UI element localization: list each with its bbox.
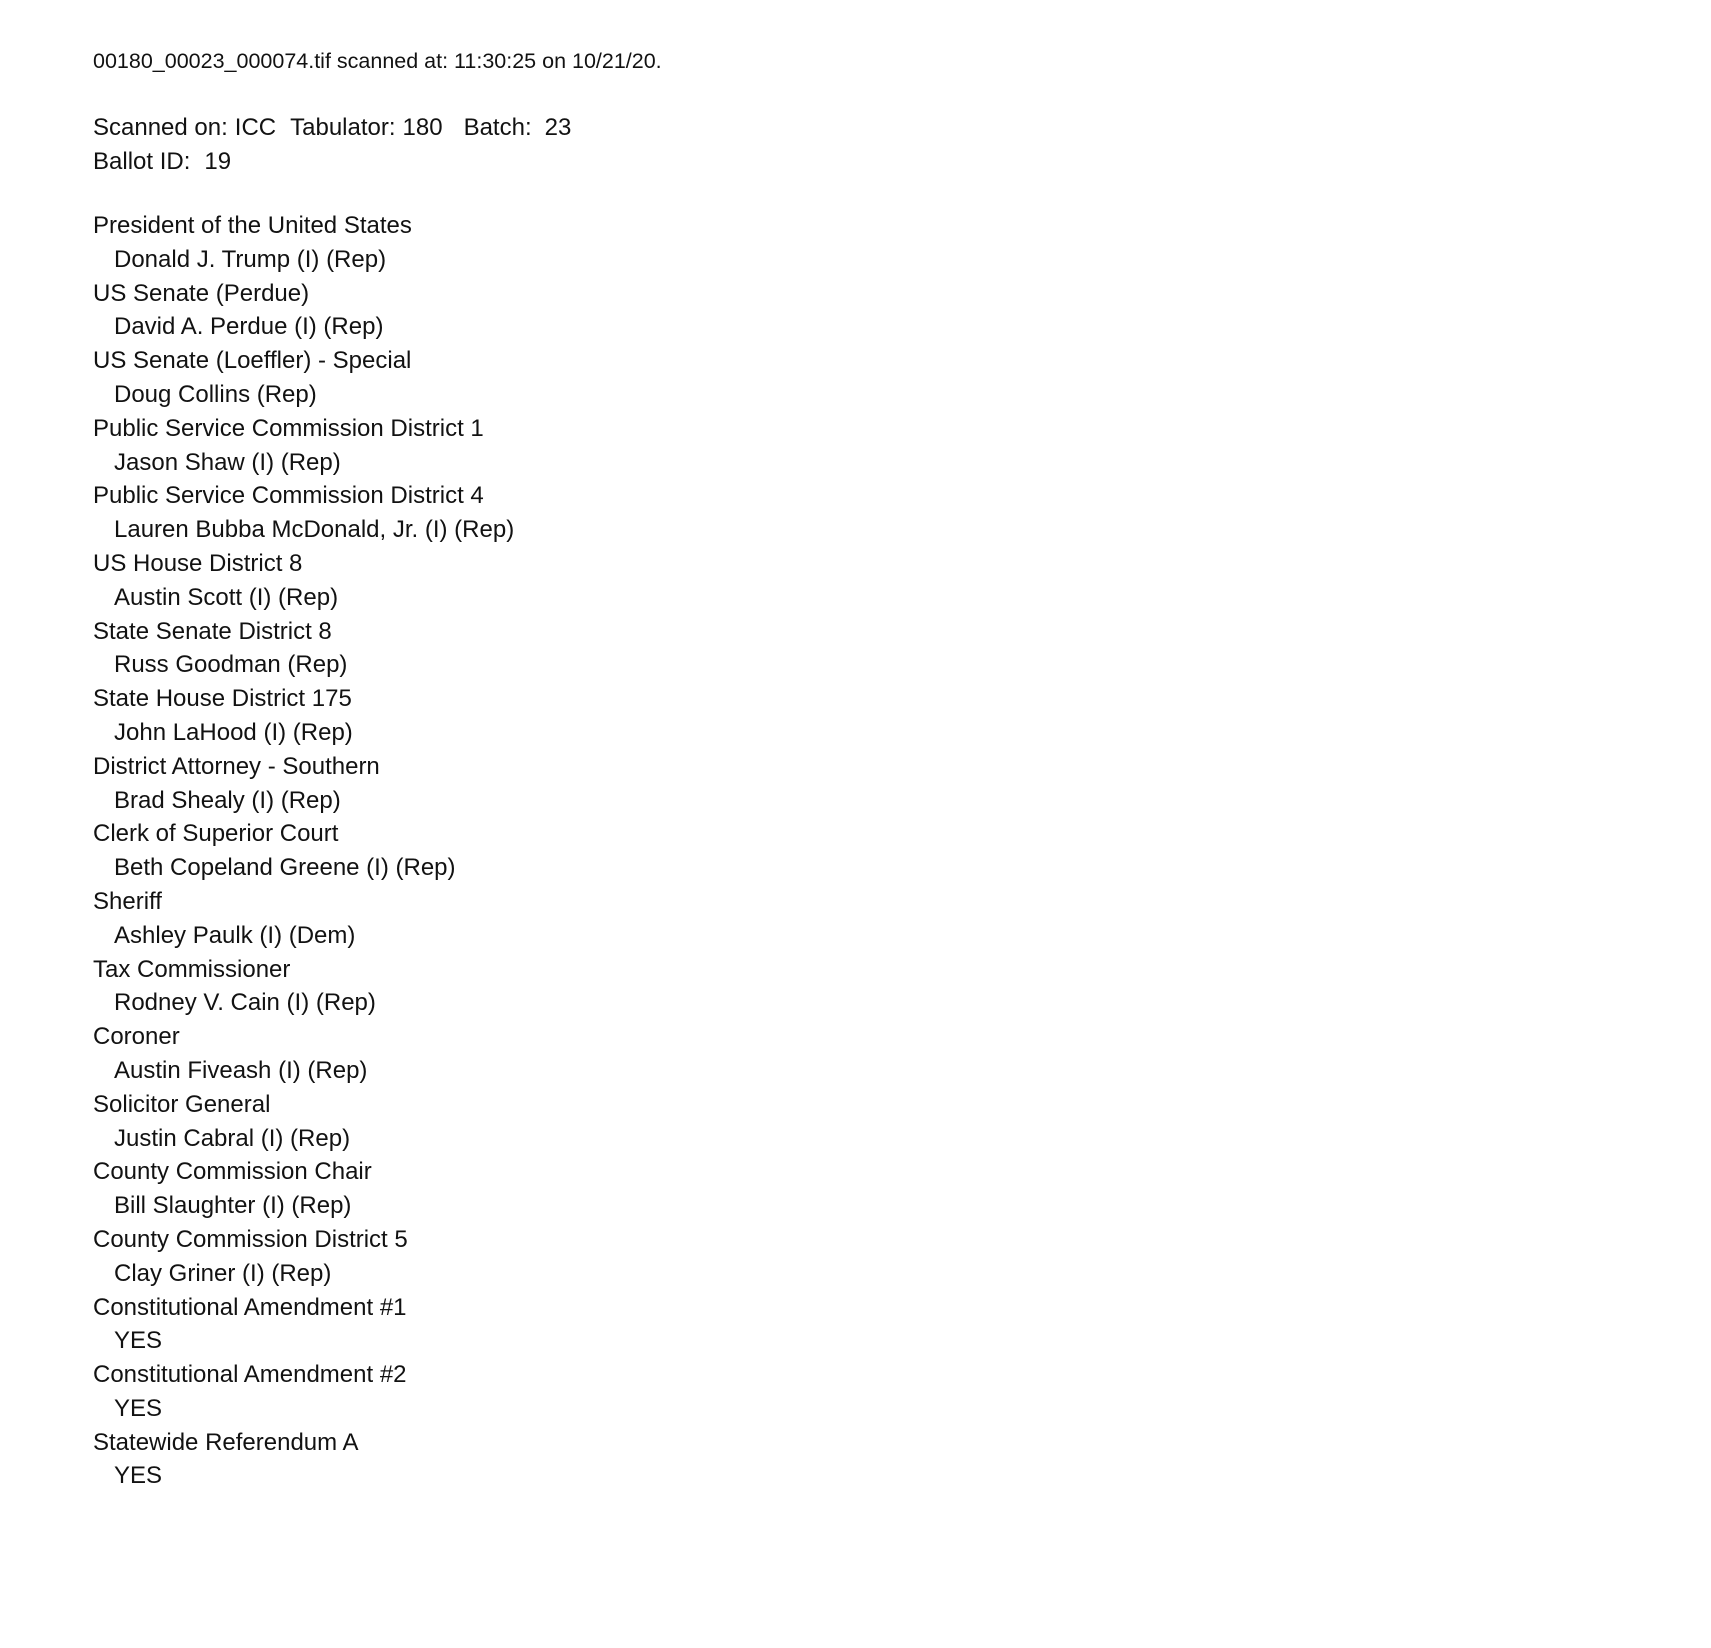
- contest-selection: Russ Goodman (Rep): [114, 651, 348, 679]
- contest-selection: Bill Slaughter (I) (Rep): [114, 1192, 352, 1220]
- contest-row: [93, 479, 1671, 547]
- contest-title: State House District 175: [93, 685, 352, 713]
- contest-selection: David A. Perdue (I) (Rep): [114, 313, 384, 341]
- batch-label: Batch:: [463, 114, 532, 141]
- contest-row: [93, 1426, 1671, 1494]
- contest-selection: Jason Shaw (I) (Rep): [114, 448, 341, 476]
- ballot-id-line: [93, 145, 1671, 179]
- contest-selection: YES: [114, 1462, 163, 1490]
- scan-filename-line: 00180_00023_000074.tif scanned at: 11:30:25 on 10/21/20.: [93, 49, 662, 73]
- scan-info-line: [93, 111, 1671, 145]
- contest-title: Constitutional Amendment #1: [93, 1293, 407, 1321]
- contest-title: Clerk of Superior Court: [93, 820, 339, 848]
- contest-title: Public Service Commission District 4: [93, 482, 484, 510]
- contest-row: [93, 1088, 1671, 1156]
- scan-info-block: [93, 111, 1671, 179]
- contest-selection: Austin Fiveash (I) (Rep): [114, 1056, 368, 1084]
- contest-selection: Justin Cabral (I) (Rep): [114, 1124, 351, 1152]
- batch-value: 23: [544, 114, 572, 141]
- contest-selection: Brad Shealy (I) (Rep): [114, 786, 341, 814]
- contest-row: [93, 1155, 1671, 1223]
- contest-selection: Rodney V. Cain (I) (Rep): [114, 989, 376, 1017]
- contest-row: [93, 277, 1671, 345]
- contest-row: [93, 1358, 1671, 1426]
- contest-row: [93, 1223, 1671, 1291]
- contest-list: [93, 209, 1671, 1493]
- contest-title: County Commission District 5: [93, 1225, 408, 1253]
- contest-selection: Austin Scott (I) (Rep): [114, 583, 339, 611]
- contest-title: District Attorney - Southern: [93, 752, 380, 780]
- contest-title: Coroner: [93, 1023, 180, 1051]
- contest-title: Statewide Referendum A: [93, 1428, 359, 1456]
- contest-title: Public Service Commission District 1: [93, 414, 484, 442]
- contest-title: Solicitor General: [93, 1090, 271, 1118]
- contest-title: US House District 8: [93, 549, 303, 577]
- contest-title: President of the United States: [93, 212, 412, 239]
- ballot-id-label: Ballot ID:: [93, 148, 191, 175]
- contest-title: Sheriff: [93, 887, 162, 915]
- contest-row: [93, 885, 1671, 953]
- contest-title: Tax Commissioner: [93, 955, 291, 983]
- contest-selection: YES: [114, 1394, 163, 1422]
- contest-row: [93, 1020, 1671, 1088]
- contest-selection: Clay Griner (I) (Rep): [114, 1259, 332, 1287]
- ballot-id-value: 19: [204, 148, 232, 175]
- tabulator-label: Tabulator:: [290, 114, 396, 141]
- contest-selection: Doug Collins (Rep): [114, 380, 317, 408]
- scanned-on-label: Scanned on:: [93, 114, 228, 141]
- scanned-on-value: ICC: [234, 114, 277, 141]
- contest-row: [93, 615, 1671, 683]
- contest-selection: John LaHood (I) (Rep): [114, 718, 353, 746]
- contest-title: US Senate (Loeffler) - Special: [93, 347, 412, 375]
- contest-title: County Commission Chair: [93, 1158, 372, 1186]
- contest-row: [93, 209, 1671, 277]
- contest-row: [93, 953, 1671, 1021]
- contest-row: [93, 682, 1671, 750]
- contest-selection: Beth Copeland Greene (I) (Rep): [114, 854, 456, 882]
- contest-selection: Lauren Bubba McDonald, Jr. (I) (Rep): [114, 516, 515, 544]
- contest-selection: YES: [114, 1327, 163, 1355]
- contest-row: [93, 547, 1671, 615]
- contest-row: [93, 412, 1671, 480]
- contest-selection: Donald J. Trump (I) (Rep): [114, 245, 387, 273]
- contest-row: [93, 817, 1671, 885]
- contest-row: [93, 344, 1671, 412]
- contest-title: Constitutional Amendment #2: [93, 1361, 407, 1389]
- contest-title: US Senate (Perdue): [93, 279, 310, 307]
- contest-title: State Senate District 8: [93, 617, 332, 645]
- contest-row: [93, 1291, 1671, 1359]
- tabulator-value: 180: [402, 114, 443, 141]
- contest-selection: Ashley Paulk (I) (Dem): [114, 921, 356, 949]
- contest-row: [93, 750, 1671, 818]
